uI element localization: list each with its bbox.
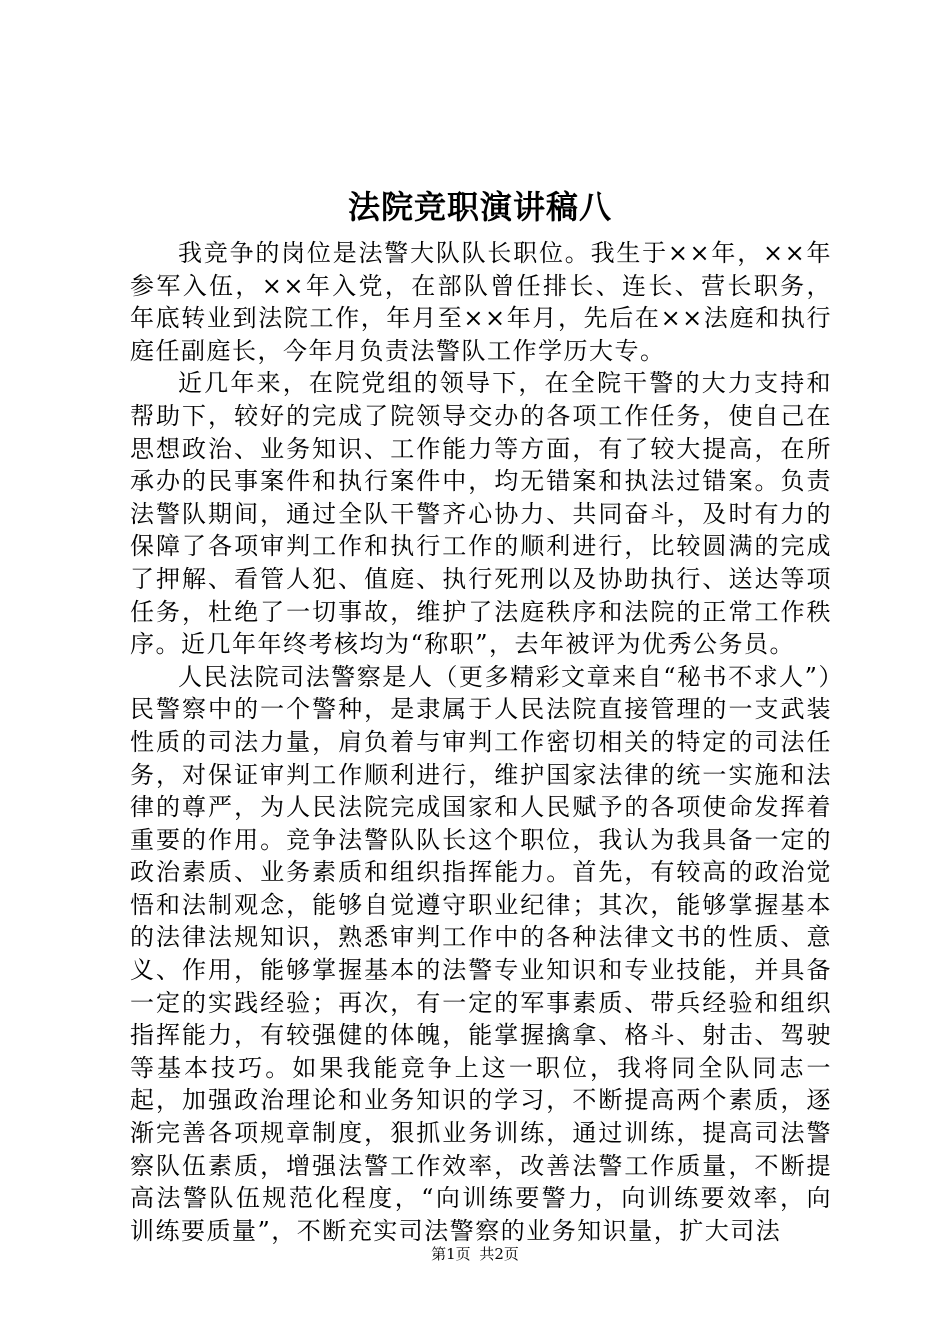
page-number: 第1页 — [431, 1245, 471, 1263]
paragraph-1: 我竞争的岗位是法警大队队长职位。我生于××年，××年参军入伍，××年入党，在部队曾任排长、连长、营长职务，年底转业到法院工作，年月至××年月，先后在××法庭和执行庭任副庭长，今年月负责法警队工作学历大专。 — [130, 239, 832, 365]
paragraph-2: 近几年来，在院党组的领导下，在全院干警的大力支持和帮助下，较好的完成了院领导交办的各项工作任务，使自己在思想政治、业务知识、工作能力等方面，有了较大提高，在所承办的民事案件和执行案件中，均无错案和执法过错案。负责法警队期间，通过全队干警齐心协力、共同奋斗，及时有力的保障了各项审判工作和执行工作的顺利进行，比较圆满的完成了押解、看管人犯、值庭、执行死刑以及协助执行、送达等项任务，杜绝了一切事故，维护了法庭秩序和法院的正常工作秩序。近几年年终考核均为“称职”，去年被评为优秀公务员。 — [130, 369, 832, 659]
document-title: 法院竞职演讲稿八 — [347, 188, 612, 226]
paragraph-3: 人民法院司法警察是人（更多精彩文章来自“秘书不求人”）民警察中的一个警种，是隶属于人民法院直接管理的一支武装性质的司法力量，肩负着与审判工作密切相关的特定的司法任务，对保证审判工作顺利进行，维护国家法律的统一实施和法律的尊严，为人民法院完成国家和人民赋予的各项使命发挥着重要的作用。竞争法警队队长这个职位，我认为我具备一定的政治素质、业务素质和组织指挥能力。首先，有较高的政治觉悟和法制观念，能够自觉遵守职业纪律；其次，能够掌握基本的法律法规知识，熟悉审判工作中的各种法律文书的性质、意义、作用，能够掌握基本的法警专业知识和专业技能，并具备一定的实践经验；再次，有一定的军事素质、带兵经验和组织指挥能力，有较强健的体魄，能掌握擒拿、格斗、射击、驾驶等基本技巧。如果我能竞争上这一职位，我将同全队同志一起，加强政治理论和业务知识的学习，不断提高两个素质，逐渐完善各项规章制度，狠抓业务训练，通过训练，提高司法警察队伍素质，增强法警工作效率，改善法警工作质量，不断提高法警队伍规范化程度，“向训练要警力，向训练要效率，向训练要质量”，不断充实司法警察的业务知识量，扩大司法 — [130, 662, 832, 1245]
page-total: 共2页 — [479, 1245, 519, 1263]
document-body — [130, 237, 832, 1247]
page-footer — [0, 1243, 950, 1265]
